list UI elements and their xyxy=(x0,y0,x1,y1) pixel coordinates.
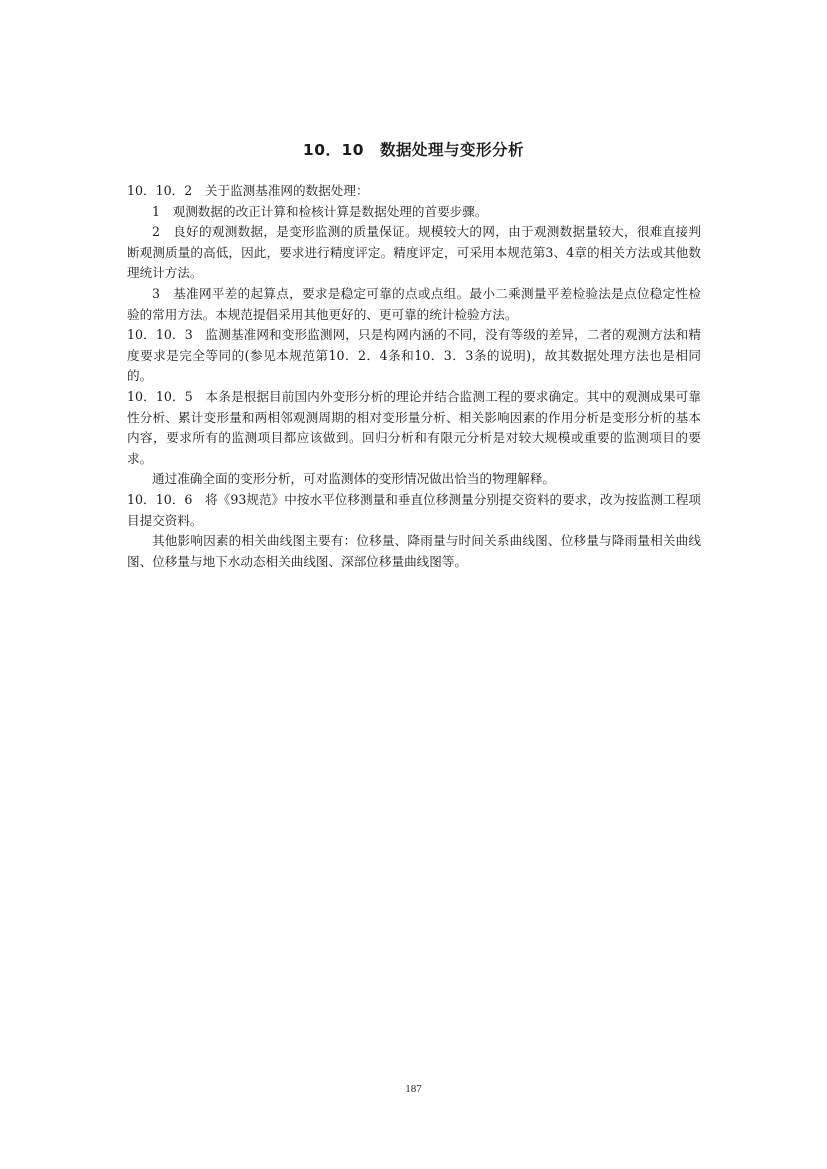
clause-10-10-2: 10．10．2 关于监测基准网的数据处理： xyxy=(127,183,369,198)
clause-item-1: 1 观测数据的改正计算和检核计算是数据处理的首要步骤。 xyxy=(152,203,488,219)
page-number: 187 xyxy=(405,1083,422,1095)
clause-10-10-6-note: 其他影响因素的相关曲线图主要有：位移量、降雨量与时间关系曲线图、位移量与降雨量相关曲线图、位移量与地下水动态相关曲线图、深部位移量曲线图等。 xyxy=(127,533,701,569)
clause-10-10-5: 10．10．5 本条是根据目前国内外变形分析的理论并结合监测工程的要求确定。其中的观测成果可靠性分析、累计变形量和两相邻观测周期的相对变形量分析、相关影响因素的作用分析是变形分析的基本内容，要求所有的监测项目都应该做到。回归分析和有限元分析是对较大规模或重要的监测项目的要求。 xyxy=(127,388,701,466)
document-body xyxy=(127,181,701,572)
section-title: 10．10 数据处理与变形分析 xyxy=(302,141,525,159)
clause-item-2: 2 良好的观测数据，是变形监测的质量保证。规模较大的网，由于观测数据量较大，很难直接判断观测质量的高低，因此，要求进行精度评定。精度评定，可采用本规范第3、4章的相关方法或其他数理统计方法。 xyxy=(127,224,701,281)
clause-item-3: 3 基准网平差的起算点，要求是稳定可靠的点或点组。最小二乘测量平差检验法是点位稳定性检验的常用方法。本规范提倡采用其他更好的、更可靠的统计检验方法。 xyxy=(127,285,701,322)
clause-10-10-5-note: 通过准确全面的变形分析，可对监测体的变形情况做出恰当的物理解释。 xyxy=(152,471,555,487)
clause-10-10-6: 10．10．6 将《93规范》中按水平位移测量和垂直位移测量分别提交资料的要求，改为按监测工程项目提交资料。 xyxy=(127,491,701,528)
clause-10-10-3: 10．10．3 监测基准网和变形监测网，只是构网内涵的不同，没有等级的差异，二者的观测方法和精度要求是完全等同的(参见本规范第10．2．4条和10．3．3条的说明)，故其数据处理方法也是相同的。 xyxy=(127,327,701,384)
